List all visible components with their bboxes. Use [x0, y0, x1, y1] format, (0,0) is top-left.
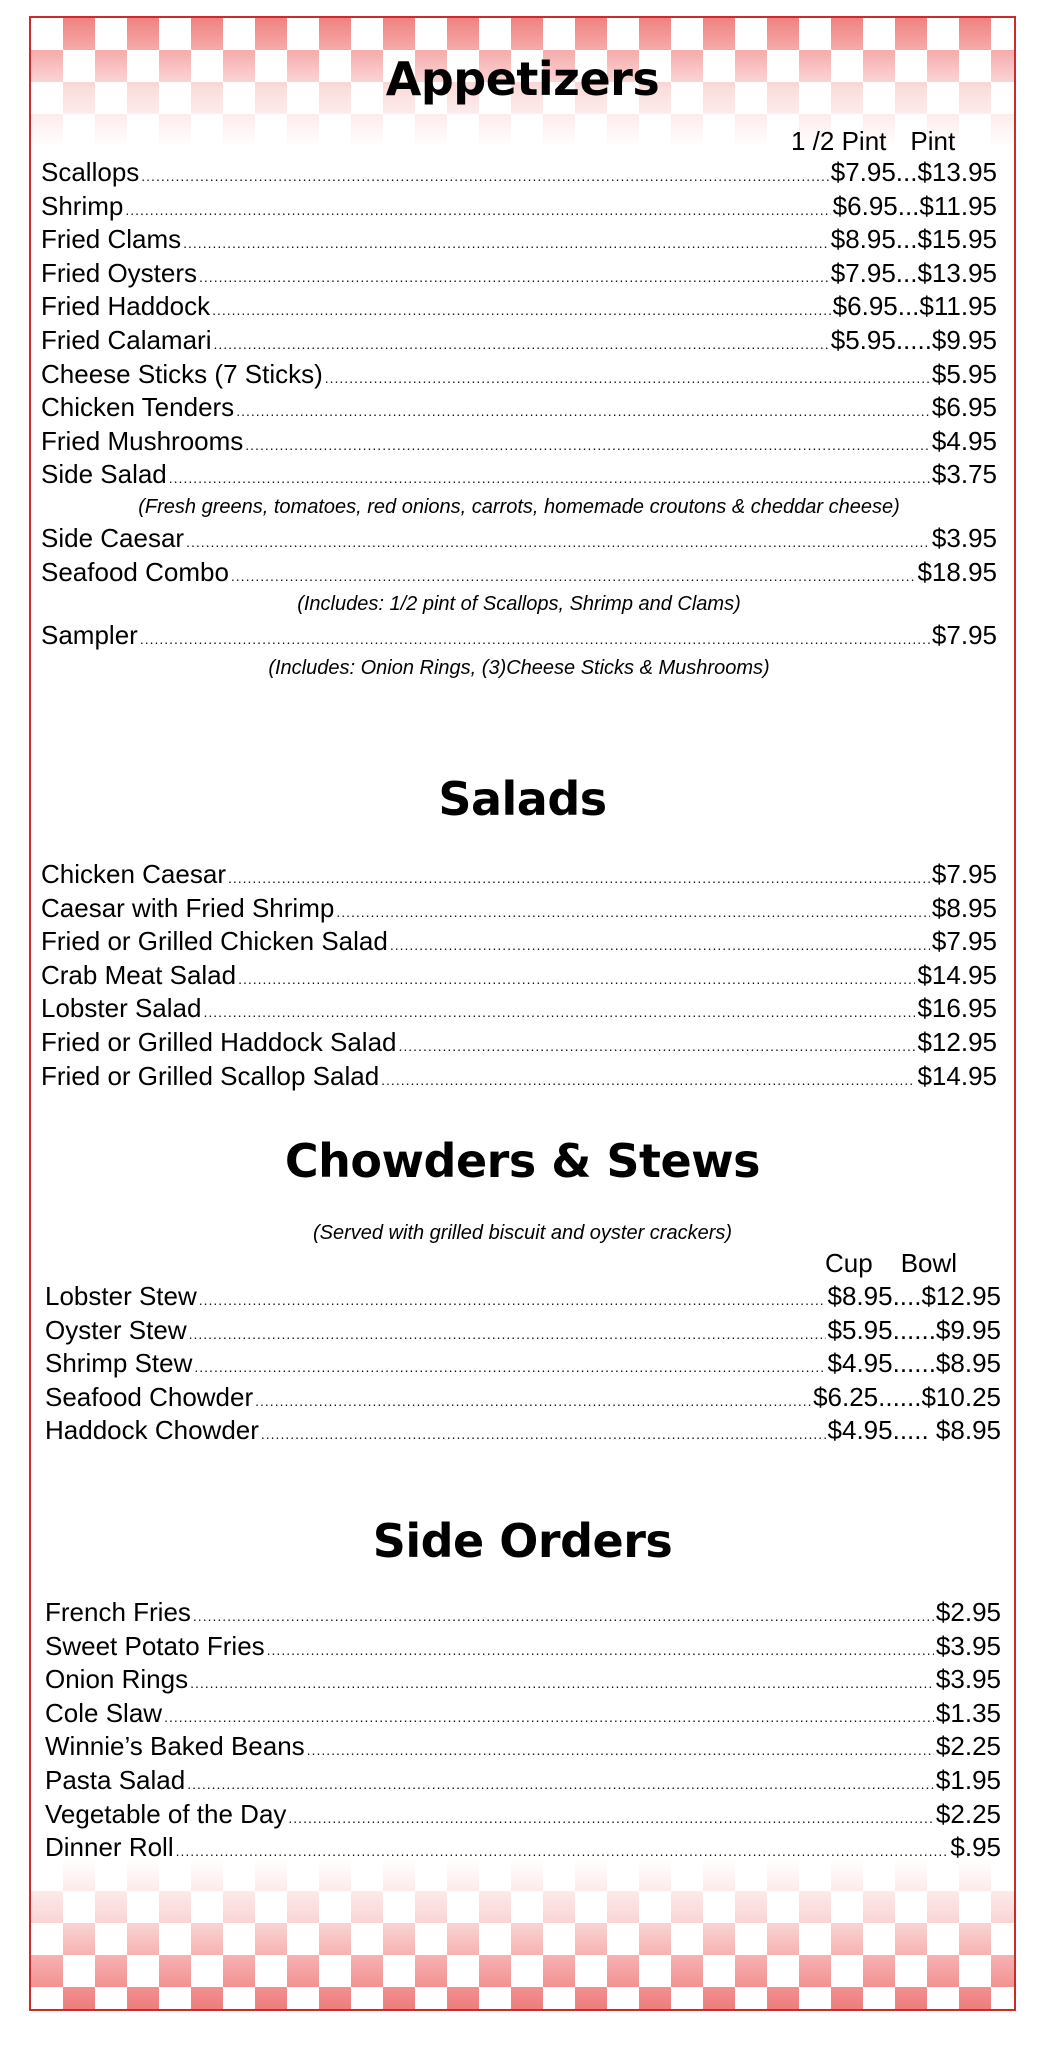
menu-item	[41, 290, 997, 324]
item-name: Fried Calamari	[41, 324, 212, 355]
menu-item	[45, 1280, 1001, 1314]
dot-leader	[187, 1768, 934, 1802]
item-name: Shrimp	[41, 190, 124, 221]
dot-leader	[336, 896, 930, 930]
dot-leader	[236, 395, 930, 429]
menu-item	[41, 324, 997, 358]
item-price: $7.95...$13.95	[830, 157, 997, 187]
item-price: $3.95	[931, 522, 997, 553]
dot-leader	[399, 1030, 916, 1064]
appetizers-col-pint: Pint	[910, 126, 956, 156]
menu-item	[41, 619, 997, 653]
item-price: $6.95	[931, 392, 997, 423]
checkered-footer-band	[31, 1859, 1014, 2009]
item-name: Vegetable of the Day	[45, 1798, 287, 1829]
item-price: $6.95...$11.95	[832, 190, 997, 221]
item-price: $4.95......$8.95	[827, 1348, 1001, 1379]
item-name: Seafood Chowder	[45, 1381, 254, 1412]
dot-leader	[381, 1064, 915, 1098]
menu-item	[41, 358, 997, 392]
dot-leader	[231, 560, 916, 594]
item-name: Cheese Sticks (7 Sticks)	[41, 358, 323, 389]
item-name: Onion Rings	[45, 1664, 189, 1695]
menu-item	[45, 1798, 1001, 1832]
item-price: $2.25	[935, 1731, 1001, 1762]
menu-item	[45, 1414, 1001, 1448]
item-name: Crab Meat Salad	[41, 959, 237, 990]
appetizers-column-headers	[791, 126, 955, 157]
menu-page	[29, 16, 1016, 2011]
chowders-col-cup: Cup	[825, 1248, 873, 1278]
item-price: $4.95..... $8.95	[827, 1415, 1001, 1446]
dot-leader	[199, 1284, 826, 1318]
menu-item	[41, 458, 997, 492]
item-price: $7.95	[931, 620, 997, 651]
chowders-list	[45, 1280, 1001, 1448]
item-price: $16.95	[917, 993, 997, 1024]
menu-item	[45, 1730, 1001, 1764]
menu-item	[41, 156, 997, 190]
dot-leader	[255, 1385, 811, 1419]
menu-item	[45, 1381, 1001, 1415]
menu-item	[41, 556, 997, 590]
item-name: Fried Clams	[41, 224, 182, 255]
item-name: French Fries	[45, 1597, 191, 1627]
item-price: $2.25	[935, 1798, 1001, 1829]
appetizers-title: Appetizers	[385, 52, 660, 106]
dot-leader	[212, 294, 831, 328]
item-price: $1.35	[935, 1697, 1001, 1728]
menu-item	[45, 1831, 1001, 1865]
item-name: Lobster Salad	[41, 993, 202, 1024]
side-salad-note: (Fresh greens, tomatoes, red onions, carrots, homemade croutons & cheddar cheese)	[138, 495, 900, 518]
item-name: Lobster Stew	[45, 1281, 197, 1311]
salads-title: Salads	[438, 772, 607, 826]
item-name: Sampler	[41, 620, 138, 651]
salads-list	[41, 858, 997, 1093]
menu-item	[41, 858, 997, 892]
seafood-combo-note: (Includes: 1/2 pint of Scallops, Shrimp and Clams)	[297, 593, 741, 616]
dot-leader	[194, 1351, 825, 1385]
item-price: $5.95......$9.95	[827, 1314, 1001, 1345]
dot-leader	[203, 996, 915, 1030]
dot-leader	[169, 462, 930, 496]
menu-item	[41, 892, 997, 926]
item-name: Seafood Combo	[41, 556, 229, 587]
dot-leader	[199, 261, 829, 295]
dot-leader	[164, 1701, 934, 1735]
menu-item	[41, 959, 997, 993]
dot-leader	[307, 1734, 934, 1768]
appetizers-col-half-pint: 1 /2 Pint	[791, 126, 887, 156]
menu-item	[41, 1026, 997, 1060]
item-name: Scallops	[41, 157, 140, 187]
item-name: Fried or Grilled Haddock Salad	[41, 1026, 397, 1057]
appetizers-list	[41, 156, 997, 683]
item-price: $14.95	[917, 1060, 997, 1091]
item-name: Chicken Tenders	[41, 392, 235, 423]
item-price: $.95	[950, 1832, 1001, 1863]
item-price: $14.95	[917, 959, 997, 990]
dot-leader	[125, 194, 830, 228]
menu-item	[45, 1314, 1001, 1348]
menu-item	[41, 257, 997, 291]
dot-leader	[186, 526, 930, 560]
item-name: Dinner Roll	[45, 1832, 174, 1863]
item-name: Side Salad	[41, 459, 167, 490]
item-name: Sweet Potato Fries	[45, 1630, 265, 1661]
side-orders-list	[45, 1596, 1001, 1865]
dot-leader	[288, 1802, 934, 1836]
dot-leader	[190, 1667, 934, 1701]
dot-leader	[267, 1634, 934, 1668]
dot-leader	[325, 362, 930, 396]
menu-item	[45, 1347, 1001, 1381]
item-price: $7.95	[931, 926, 997, 957]
menu-item	[41, 1060, 997, 1094]
menu-item	[41, 992, 997, 1026]
dot-leader	[193, 1600, 934, 1634]
dot-leader	[189, 1318, 826, 1352]
item-name: Fried or Grilled Scallop Salad	[41, 1060, 380, 1091]
dot-leader	[390, 929, 930, 963]
item-price: $18.95	[917, 556, 997, 587]
item-name: Shrimp Stew	[45, 1348, 193, 1379]
menu-item	[41, 190, 997, 224]
dot-leader	[261, 1418, 826, 1452]
menu-item	[45, 1630, 1001, 1664]
chowders-note: (Served with grilled biscuit and oyster crackers)	[312, 1222, 733, 1244]
dot-leader	[214, 328, 829, 362]
dot-leader	[176, 1835, 949, 1869]
item-name: Chicken Caesar	[41, 859, 226, 889]
item-price: $3.75	[931, 459, 997, 490]
item-price: $4.95	[931, 425, 997, 456]
dot-leader	[245, 429, 930, 463]
menu-item	[45, 1596, 1001, 1630]
item-price: $7.95	[931, 859, 997, 889]
menu-item	[45, 1764, 1001, 1798]
menu-item	[41, 391, 997, 425]
item-name: Caesar with Fried Shrimp	[41, 892, 335, 923]
side-orders-title: Side Orders	[372, 1514, 673, 1568]
item-price: $6.95...$11.95	[832, 291, 997, 322]
chowders-title: Chowders & Stews	[284, 1134, 761, 1188]
item-name: Pasta Salad	[45, 1764, 186, 1795]
item-price: $2.95	[935, 1597, 1001, 1627]
item-name: Winnie’s Baked Beans	[45, 1731, 305, 1762]
dot-leader	[140, 623, 930, 657]
item-name: Fried Haddock	[41, 291, 211, 322]
item-name: Haddock Chowder	[45, 1415, 259, 1446]
item-name: Cole Slaw	[45, 1697, 163, 1728]
item-price: $5.95	[931, 358, 997, 389]
menu-item	[45, 1663, 1001, 1697]
item-price: $7.95...$13.95	[830, 257, 997, 288]
item-price: $8.95	[931, 892, 997, 923]
menu-item	[41, 925, 997, 959]
menu-item	[41, 425, 997, 459]
chowders-col-bowl: Bowl	[900, 1248, 958, 1278]
item-price: $6.25......$10.25	[813, 1381, 1001, 1412]
menu-item	[41, 522, 997, 556]
item-price: $1.95	[935, 1764, 1001, 1795]
item-price: $5.95.....$9.95	[830, 324, 997, 355]
item-price: $8.95....$12.95	[827, 1281, 1001, 1311]
dot-leader	[238, 963, 915, 997]
item-price: $8.95...$15.95	[830, 224, 997, 255]
item-name: Oyster Stew	[45, 1314, 187, 1345]
chowders-column-headers	[825, 1248, 957, 1279]
menu-item	[41, 223, 997, 257]
item-price: $12.95	[917, 1026, 997, 1057]
dot-leader	[183, 227, 829, 261]
dot-leader	[228, 862, 930, 896]
sampler-note: (Includes: Onion Rings, (3)Cheese Sticks & Mushrooms)	[268, 656, 770, 679]
item-name: Fried Oysters	[41, 257, 198, 288]
menu-item	[45, 1697, 1001, 1731]
item-name: Side Caesar	[41, 522, 185, 553]
item-name: Fried Mushrooms	[41, 425, 244, 456]
dot-leader	[141, 160, 828, 194]
item-price: $3.95	[935, 1664, 1001, 1695]
item-price: $3.95	[935, 1630, 1001, 1661]
item-name: Fried or Grilled Chicken Salad	[41, 926, 388, 957]
